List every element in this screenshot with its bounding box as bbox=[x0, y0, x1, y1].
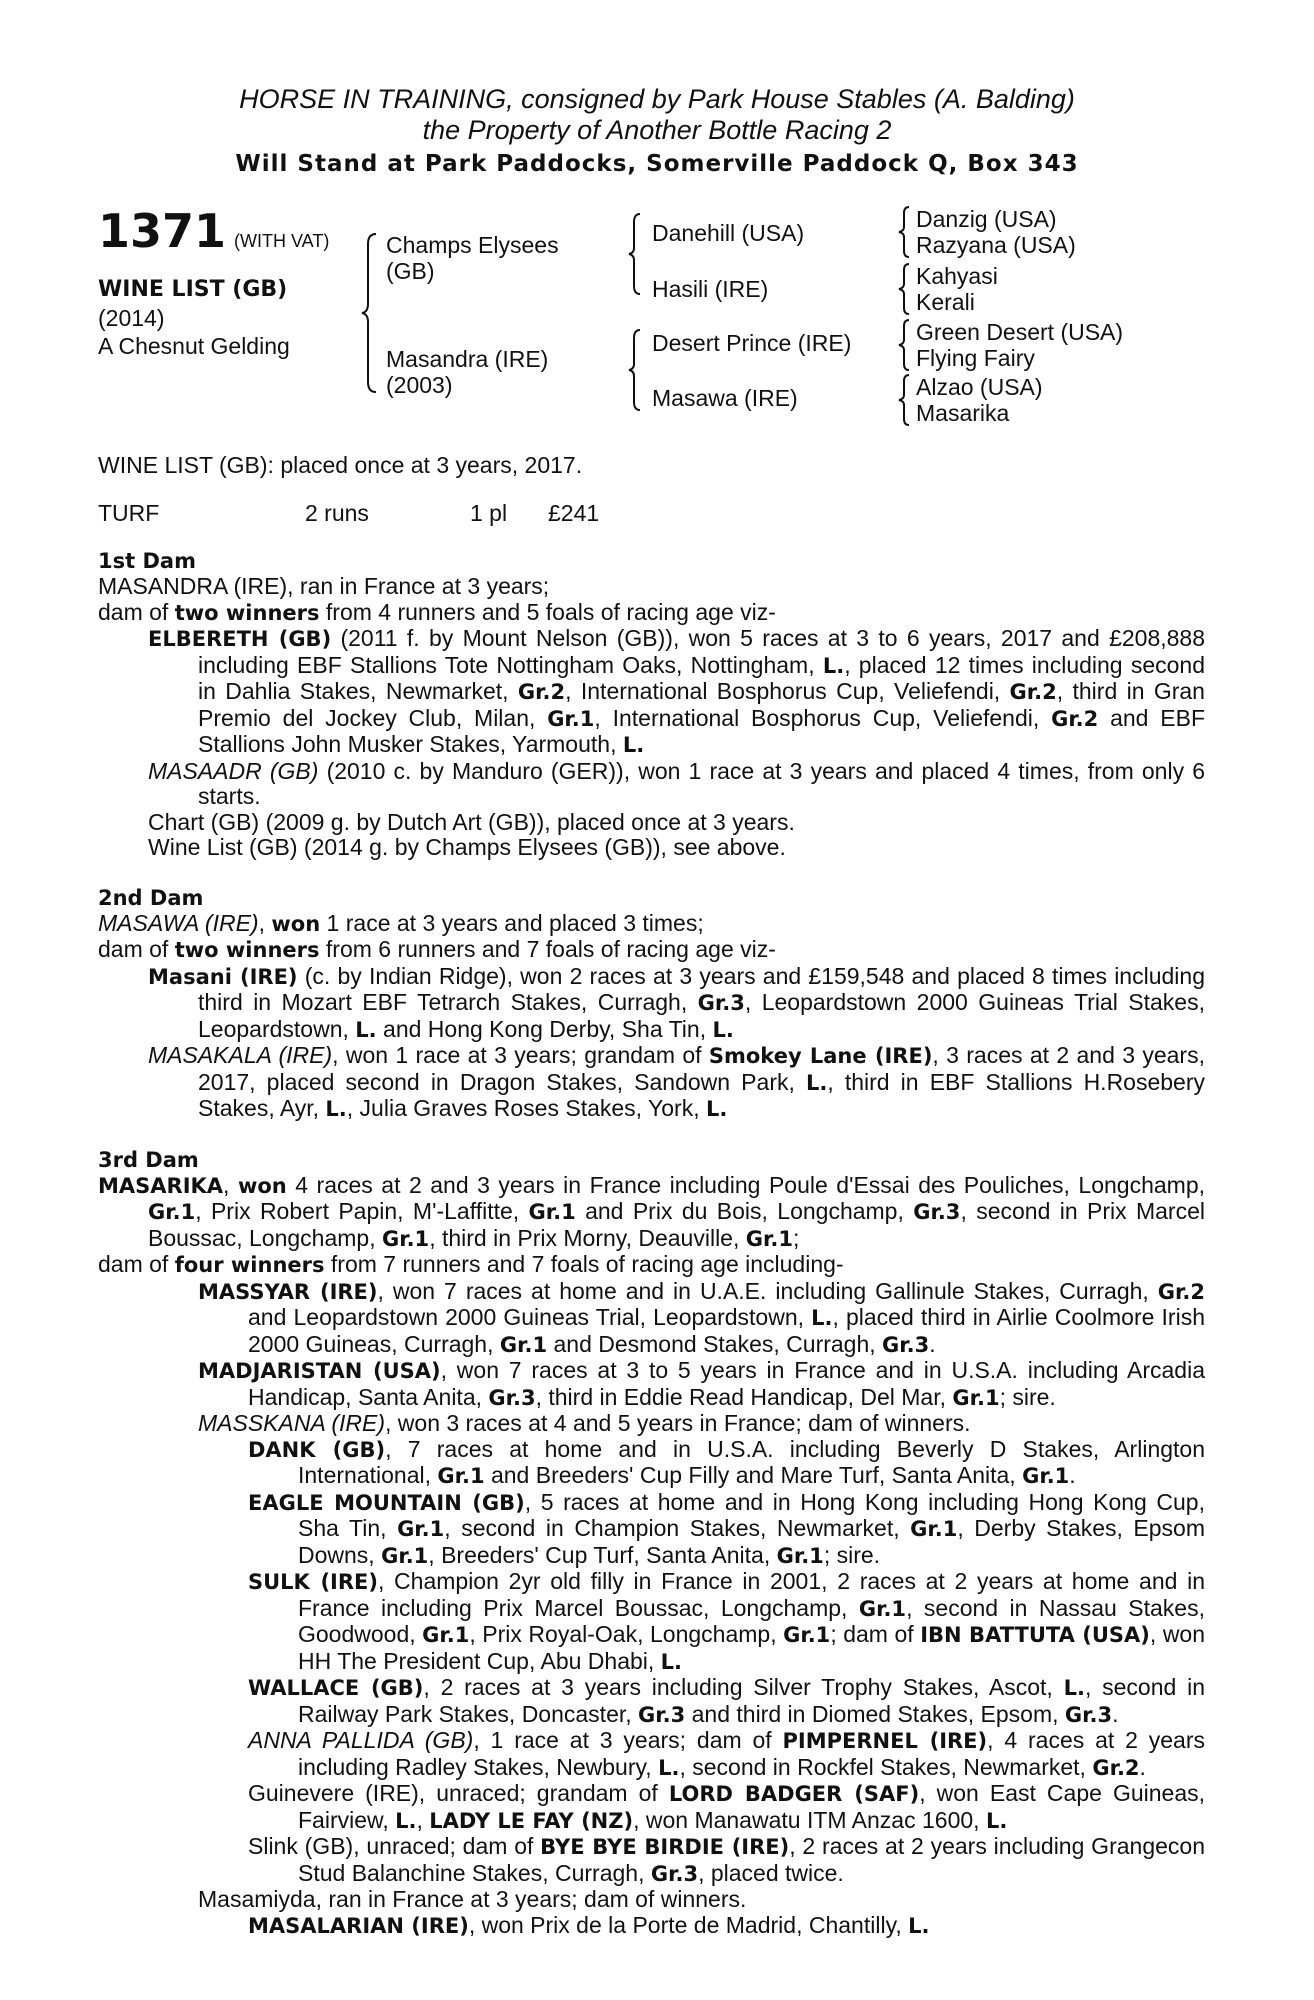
pedigree-g2: Razyana (USA) bbox=[916, 232, 1076, 258]
pedigree-g6: Flying Fairy bbox=[916, 345, 1035, 371]
pedigree-g7: Alzao (USA) bbox=[916, 374, 1043, 400]
first-dam-heading: 1st Dam bbox=[98, 549, 196, 573]
second-dam-produce bbox=[98, 964, 1205, 1123]
third-dam-produce bbox=[98, 1279, 1205, 1940]
g-brace-4 bbox=[896, 373, 912, 427]
pedigree-dam-dam: Masawa (IRE) bbox=[652, 385, 798, 411]
lot-header bbox=[0, 84, 1314, 182]
horse-details bbox=[98, 276, 290, 360]
family-body bbox=[98, 548, 1205, 1939]
first-dam-intro: MASANDRA (IRE), ran in France at 3 years; dam of two winners from 4 runners and 5 foals of racing age viz- bbox=[98, 573, 776, 625]
location-line: Will Stand at Park Paddocks, Somerville Paddock Q, Box 343 bbox=[235, 151, 1079, 177]
pedigree-g8: Masarika bbox=[916, 400, 1010, 426]
third-dam-intro-2: dam of four winners from 7 runners and 7 foals of racing age including- bbox=[98, 1251, 844, 1277]
race-record-summary: WINE LIST (GB): placed once at 3 years, 2017. bbox=[98, 452, 583, 478]
produce-entry: ANNA PALLIDA (GB), 1 race at 3 years; dam of PIMPERNEL (IRE), 4 races at 2 years including Radley Stakes, Newbury, L., second in Rockfel Stakes, Newmarket, Gr.2. bbox=[248, 1727, 1205, 1780]
produce-entry: SULK (IRE), Champion 2yr old filly in France in 2001, 2 races at 2 years at home and in France including Prix Marcel Boussac, Longchamp, Gr.1, second in Nassau Stakes, Goodwood, Gr.1, Prix Royal-Oak, Longchamp, Gr.1; dam of IBN BATTUTA (USA), won HH The President Cup, Abu Dhabi, L. bbox=[248, 1568, 1206, 1674]
horse-year: (2014) bbox=[98, 305, 165, 331]
produce-entry: Masamiyda, ran in France at 3 years; dam of winners. bbox=[198, 1886, 747, 1912]
produce-entry: WALLACE (GB), 2 races at 3 years including Silver Trophy Stakes, Ascot, L., second in Railway Park Stakes, Doncaster, Gr.3 and third in Diomed Stakes, Epsom, Gr.3. bbox=[248, 1674, 1205, 1727]
g-brace-3 bbox=[896, 318, 912, 372]
produce-entry: DANK (GB), 7 races at home and in U.S.A. including Beverly D Stakes, Arlington International, Gr.1 and Breeders' Cup Filly and Mare Turf, Santa Anita, Gr.1. bbox=[248, 1435, 1205, 1488]
consignor-line: HORSE IN TRAINING, consigned by Park House Stables (A. Balding) bbox=[239, 84, 1075, 114]
horse-description: A Chesnut Gelding bbox=[98, 333, 290, 359]
pedigree-sire: Champs Elysees (GB) bbox=[386, 232, 559, 284]
sire-dam-brace bbox=[360, 232, 382, 394]
pedigree-g3: Kahyasi bbox=[916, 263, 998, 289]
produce-entry: Chart (GB) (2009 g. by Dutch Art (GB)), placed once at 3 years. bbox=[148, 808, 795, 835]
turf-surface: TURF bbox=[98, 500, 160, 526]
third-dam-heading: 3rd Dam bbox=[98, 1147, 199, 1172]
vat-label: (WITH VAT) bbox=[234, 231, 330, 251]
sire-line-brace bbox=[626, 212, 644, 296]
pedigree-sire-sire: Danehill (USA) bbox=[652, 220, 805, 246]
second-dam-intro: MASAWA (IRE), won 1 race at 3 years and placed 3 times; dam of two winners from 6 runners and 7 foals of racing age viz- bbox=[98, 909, 776, 962]
lot-number-block bbox=[98, 206, 329, 256]
pedigree-g4: Kerali bbox=[916, 289, 975, 315]
horse-name: WINE LIST (GB) bbox=[98, 277, 288, 302]
lot-number: 1371 bbox=[98, 204, 227, 258]
turf-runs: 2 runs bbox=[305, 500, 369, 526]
produce-entry: MASSKANA (IRE), won 3 races at 4 and 5 years in France; dam of winners. bbox=[198, 1410, 971, 1436]
produce-entry: Slink (GB), unraced; dam of BYE BYE BIRDIE (IRE), 2 races at 2 years including Grangecon Stud Balanchine Stakes, Curragh, Gr.3, placed twice. bbox=[248, 1833, 1205, 1886]
produce-entry: MASALARIAN (IRE), won Prix de la Porte de Madrid, Chantilly, L. bbox=[248, 1911, 930, 1938]
produce-entry: ELBERETH (GB) (2011 f. by Mount Nelson (GB)), won 5 races at 3 to 6 years, 2017 and £208,888 including EBF Stallions Tote Nottingham Oaks, Nottingham, L., placed 12 times including second in Dahlia Stakes, Newmarket, Gr.2, International Bosphorus Cup, Veliefendi, Gr.2, third in Gran Premio del Jockey Club, Milan, Gr.1, International Bosphorus Cup, Veliefendi, Gr.2 and EBF Stallions John Musker Stakes, Yarmouth, L. bbox=[148, 625, 1206, 757]
pedigree-dam-sire: Desert Prince (IRE) bbox=[652, 330, 852, 356]
second-dam-heading: 2nd Dam bbox=[98, 885, 204, 910]
third-dam-intro: MASARIKA, won 4 races at 2 and 3 years in France including Poule d'Essai des Pouliches, Longchamp, Gr.1, Prix Robert Papin, M'-Laffitte, Gr.1 and Prix du Bois, Longchamp, Gr.3, second in Prix Marcel Boussac, Longchamp, Gr.1, third in Prix Morny, Deauville, Gr.1; bbox=[98, 1171, 1206, 1251]
g-brace-2 bbox=[896, 262, 912, 316]
turf-earnings: £241 bbox=[548, 500, 600, 526]
produce-entry: EAGLE MOUNTAIN (GB), 5 races at home and in Hong Kong including Hong Kong Cup, Sha Tin, Gr.1, second in Champion Stakes, Newmarket, Gr.1, Derby Stakes, Epsom Downs, Gr.1, Breeders' Cup Turf, Santa Anita, Gr.1; sire. bbox=[248, 1488, 1205, 1568]
g-brace-1 bbox=[896, 205, 912, 259]
pedigree-g1: Danzig (USA) bbox=[916, 206, 1057, 232]
dam-line-brace bbox=[626, 328, 644, 412]
pedigree-g5: Green Desert (USA) bbox=[916, 319, 1124, 345]
owner-line: the Property of Another Bottle Racing 2 bbox=[422, 115, 892, 145]
produce-entry: MADJARISTAN (USA), won 7 races at 3 to 5 years in France and in U.S.A. including Arcadia Handicap, Santa Anita, Gr.3, third in Eddie Read Handicap, Del Mar, Gr.1; sire. bbox=[198, 1357, 1205, 1410]
produce-entry: MASAADR (GB) (2010 c. by Manduro (GER)), won 1 race at 3 years and placed 4 times, from only 6 starts. bbox=[148, 757, 1205, 809]
first-dam-produce bbox=[98, 626, 1205, 861]
turf-placed: 1 pl bbox=[470, 500, 508, 526]
produce-entry: MASSYAR (IRE), won 7 races at home and in U.A.E. including Gallinule Stakes, Curragh, Gr.2 and Leopardstown 2000 Guineas Trial, Leopardstown, L., placed third in Airlie Coolmore Irish 2000 Guineas, Curragh, Gr.1 and Desmond Stakes, Curragh, Gr.3. bbox=[198, 1277, 1205, 1357]
produce-entry: MASAKALA (IRE), won 1 race at 3 years; grandam of Smokey Lane (IRE), 3 races at 2 and 3 years, 2017, placed second in Dragon Stakes, Sandown Park, L., third in EBF Stallions H.Rosebery Stakes, Ayr, L., Julia Graves Roses Stakes, York, L. bbox=[148, 1042, 1206, 1121]
pedigree-sire-dam: Hasili (IRE) bbox=[652, 276, 769, 302]
produce-entry: Masani (IRE) (c. by Indian Ridge), won 2 races at 3 years and £159,548 and placed 8 times including third in Mozart EBF Tetrarch Stakes, Curragh, Gr.3, Leopardstown 2000 Guineas Trial Stakes, Leopardstown, L. and Hong Kong Derby, Sha Tin, L. bbox=[148, 962, 1205, 1042]
produce-entry: Guinevere (IRE), unraced; grandam of LORD BADGER (SAF), won East Cape Guineas, Fairview, L., LADY LE FAY (NZ), won Manawatu ITM Anzac 1600, L. bbox=[248, 1780, 1205, 1833]
produce-entry: Wine List (GB) (2014 g. by Champs Elysees (GB)), see above. bbox=[148, 834, 786, 860]
pedigree-dam: Masandra (IRE) (2003) bbox=[386, 346, 549, 398]
